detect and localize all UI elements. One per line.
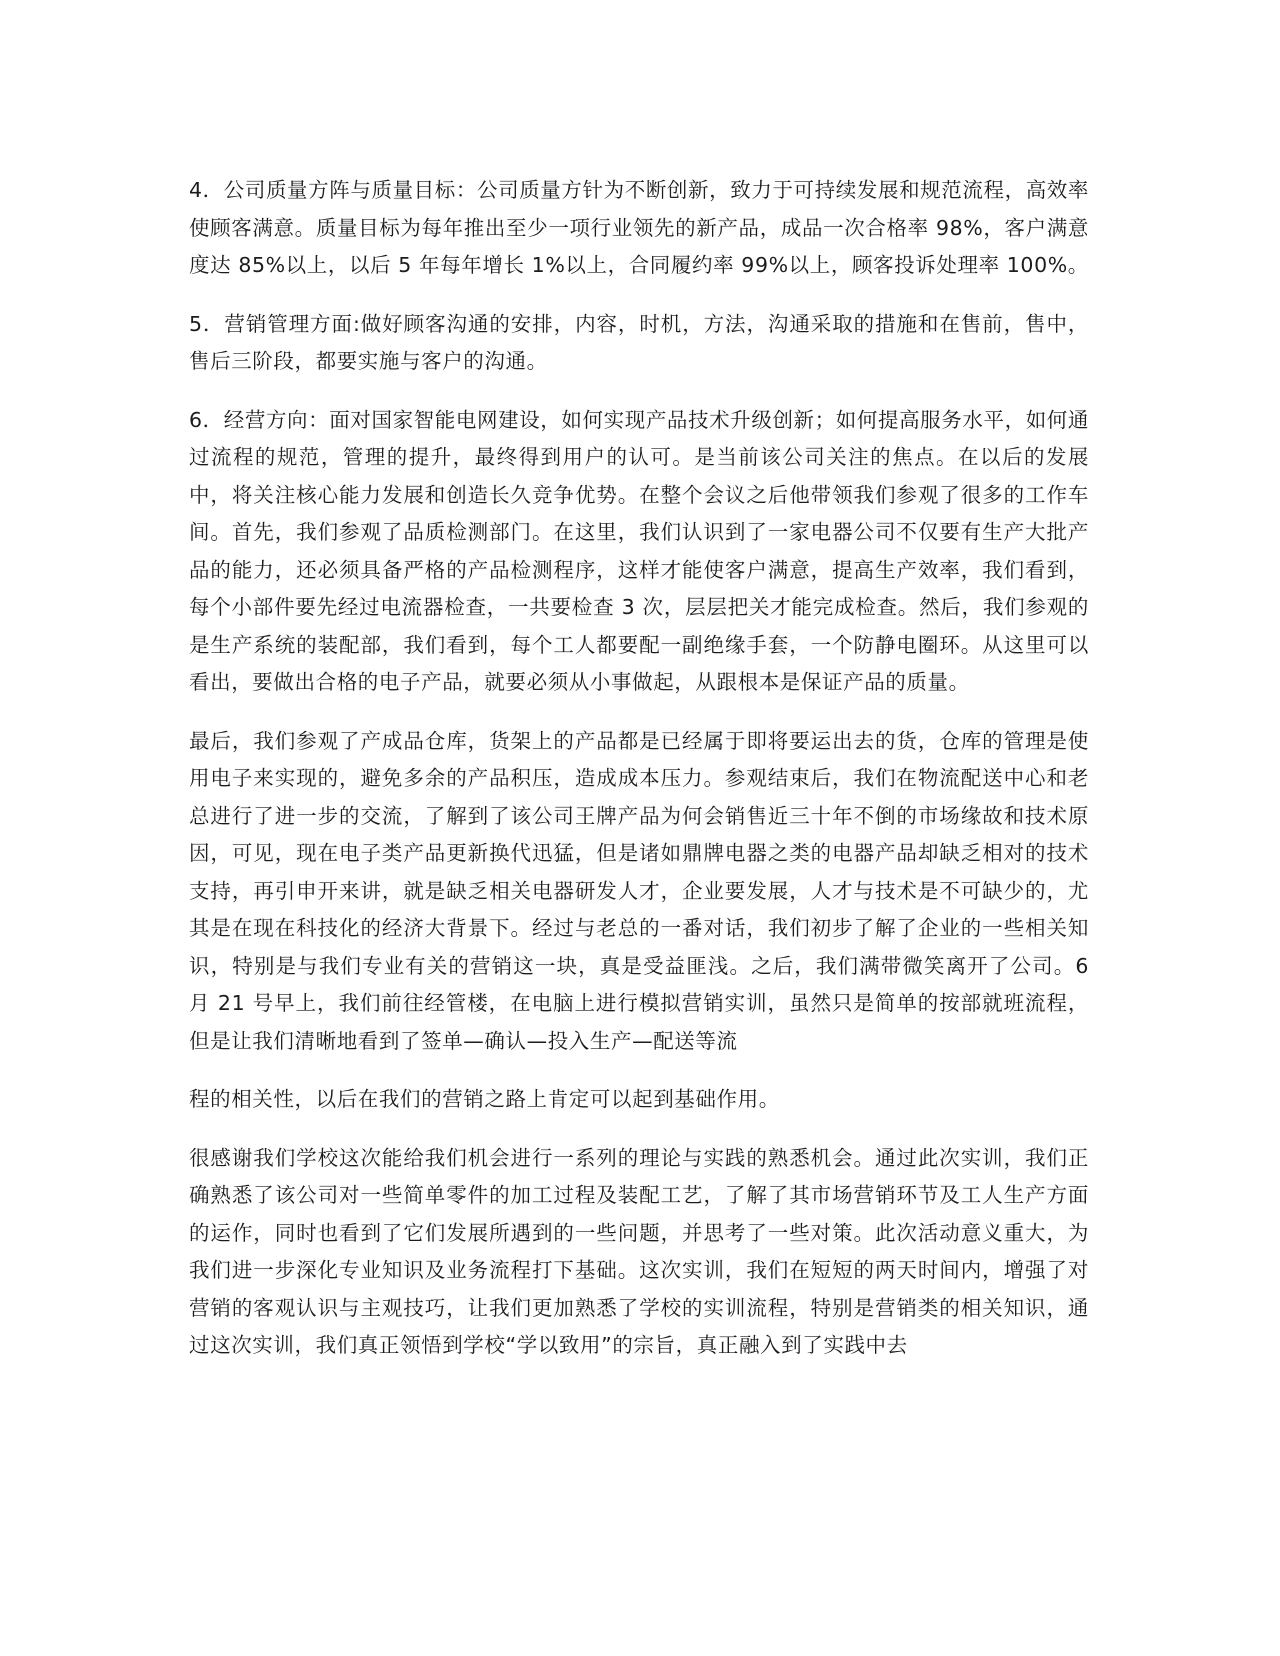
document-page xyxy=(189,172,1089,1386)
paragraph-marketing-management: 5．营销管理方面:做好顾客沟通的安排，内容，时机，方法，沟通采取的措施和在售前，售中，售后三阶段，都要实施与客户的沟通。 xyxy=(189,311,1089,373)
paragraph-warehouse-visit: 最后，我们参观了产成品仓库，货架上的产品都是已经属于即将要运出去的货，仓库的管理是使用电子来实现的，避免多余的产品积压，造成成本压力。参观结束后，我们在物流配送中心和老总进行了进一步的交流，了解到了该公司王牌产品为何会销售近三十年不倒的市场缘故和技术原因，可见，现在电子类产品更新换代迅猛，但是诸如鼎牌电器之类的电器产品却缺乏相对的技术支持，再引申开来讲，就是缺乏相关电器研发人才，企业要发展，人才与技术是不可缺少的，尤其是在现在科技化的经济大背景下。经过与老总的一番对话，我们初步了解了企业的一些相关知识，特别是与我们专业有关的营销这一块，真是受益匪浅。之后，我们满带微笑离开了公司。6 月 21 号早上，我们前往经管楼，在电脑上进行模拟营销实训，虽然只是简单的按部就班流程，但是让我们清晰地看到了签单—确认—投入生产—配送等流 xyxy=(189,728,1089,1053)
paragraph-conclusion: 很感谢我们学校这次能给我们机会进行一系列的理论与实践的熟悉机会。通过此次实训，我们正确熟悉了该公司对一些简单零件的加工过程及装配工艺，了解了其市场营销环节及工人生产方面的运作，同时也看到了它们发展所遇到的一些问题，并思考了一些对策。此次活动意义重大，为我们进一步深化专业知识及业务流程打下基础。这次实训，我们在短短的两天时间内，增强了对营销的客观认识与主观技巧，让我们更加熟悉了学校的实训流程，特别是营销类的相关知识，通过这次实训，我们真正领悟到学校“学以致用”的宗旨，真正融入到了实践中去 xyxy=(189,1145,1089,1357)
paragraph-quality-policy: 4．公司质量方阵与质量目标：公司质量方针为不断创新，致力于可持续发展和规范流程，高效率使顾客满意。质量目标为每年推出至少一项行业领先的新产品，成品一次合格率 98%，客户满意度达 85%以上，以后 5 年每年增长 1%以上，合同履约率 99%以上，顾客投诉处理率 100%。 xyxy=(189,178,1089,277)
paragraph-continuation: 程的相关性，以后在我们的营销之路上肯定可以起到基础作用。 xyxy=(189,1087,780,1111)
paragraph-business-direction: 6．经营方向：面对国家智能电网建设，如何实现产品技术升级创新；如何提高服务水平，如何通过流程的规范，管理的提升，最终得到用户的认可。是当前该公司关注的焦点。在以后的发展中，将关注核心能力发展和创造长久竞争优势。在整个会议之后他带领我们参观了很多的工作车间。首先，我们参观了品质检测部门。在这里，我们认识到了一家电器公司不仅要有生产大批产品的能力，还必须具备严格的产品检测程序，这样才能使客户满意，提高生产效率，我们看到，每个小部件要先经过电流器检查，一共要检查 3 次，层层把关才能完成检查。然后，我们参观的是生产系统的装配部，我们看到，每个工人都要配一副绝缘手套，一个防静电圈环。从这里可以看出，要做出合格的电子产品，就要必须从小事做起，从跟根本是保证产品的质量。 xyxy=(189,407,1089,694)
